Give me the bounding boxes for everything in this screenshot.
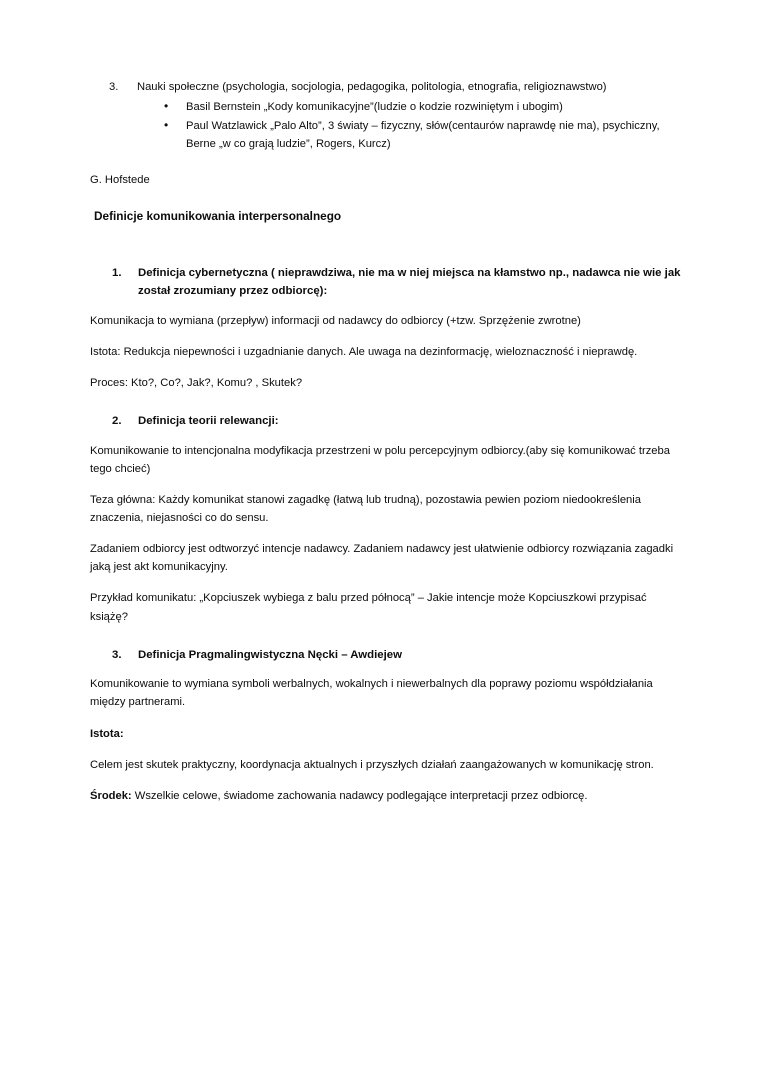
istota-label: Istota: [90,727,124,740]
list-item-text: Basil Bernstein „Kody komunikacyjne”(ludzie o kodzie rozwiniętym i ubogim) [186,101,563,114]
paragraph: Teza główna: Każdy komunikat stanowi zagadkę (łatwą lub trudną), pozostawia pewien poziom niedookreślenia znaczenia, niejasności co do sensu. [90,493,641,525]
spacer [90,226,686,264]
definition-marker: 1. [112,266,122,279]
paragraph: Istota: Redukcja niepewności i uzgadnianie danych. Ale uwaga na dezinformację, wieloznaczność i nieprawdę. [90,345,638,358]
author-line: G. Hofstede [90,173,150,186]
srodek-label: Środek: [90,789,132,802]
paragraph: Proces: Kto?, Co?, Jak?, Komu? , Skutek? [90,377,303,390]
list-marker: 3. [109,81,119,93]
list-item [90,98,686,116]
bullet-icon: • [164,118,169,133]
srodek-paragraph [90,787,686,805]
list-item [90,117,686,153]
bullet-icon: • [164,99,169,114]
definition-heading-text: Definicja Pragmalingwistyczna Nęcki – Awdiejew [138,648,402,661]
definition-marker: 2. [112,415,122,428]
definition-marker: 3. [112,648,122,661]
bullet-list [90,98,686,153]
istota-text: Celem jest skutek praktyczny, koordynacja aktualnych i przyszłych działań zaangażowanych w komunikację stron. [90,758,654,771]
definition-heading-text: Definicja cybernetyczna ( nieprawdziwa, nie ma w niej miejsca na kłamstwo np., nadawca nie wie jak został zrozumiany przez odbiorcę): [138,266,681,298]
list-item-text: Nauki społeczne (psychologia, socjologia, pedagogika, politologia, etnografia, religioznawstwo) [137,81,607,93]
paragraph: Komunikacja to wymiana (przepływ) informacji od nadawcy do odbiorcy (+tzw. Sprzężenie zwrotne) [90,314,581,327]
list-item-text: Paul Watzlawick „Palo Alto”, 3 światy – fizyczny, słów(centaurów naprawdę nie ma), psychiczny, Berne „w co grają ludzie”, Rogers, Kurcz) [186,120,660,151]
paragraph: Komunikowanie to intencjonalna modyfikacja przestrzeni w polu percepcyjnym odbiorcy.(aby się komunikować trzeba tego chcieć) [90,444,670,475]
top-numbered-list [90,78,686,96]
srodek-text: Wszelkie celowe, świadome zachowania nadawcy podlegające interpretacji przez odbiorcę. [131,789,588,802]
definition-heading-1 [90,264,686,301]
definition-heading-text: Definicja teorii relewancji: [138,415,279,428]
page-title: Definicje komunikowania interpersonalnego [94,208,342,223]
paragraph: Przykład komunikatu: „Kopciuszek wybiega z balu przed północą” – Jakie intencje może Kopciuszkowi przypisać książę? [90,592,647,623]
definition-heading-3 [90,646,686,664]
list-item [90,78,686,96]
paragraph: Komunikowanie to wymiana symboli werbalnych, wokalnych i niewerbalnych dla poprawy poziomu współdziałania między partnerami. [90,678,653,709]
paragraph: Zadaniem odbiorcy jest odtworzyć intencje nadawcy. Zadaniem nadawcy jest ułatwienie odbiorcy rozwiązania zagadki jaką jest akt komunikacyjny. [90,543,674,574]
definition-heading-2 [90,412,686,430]
